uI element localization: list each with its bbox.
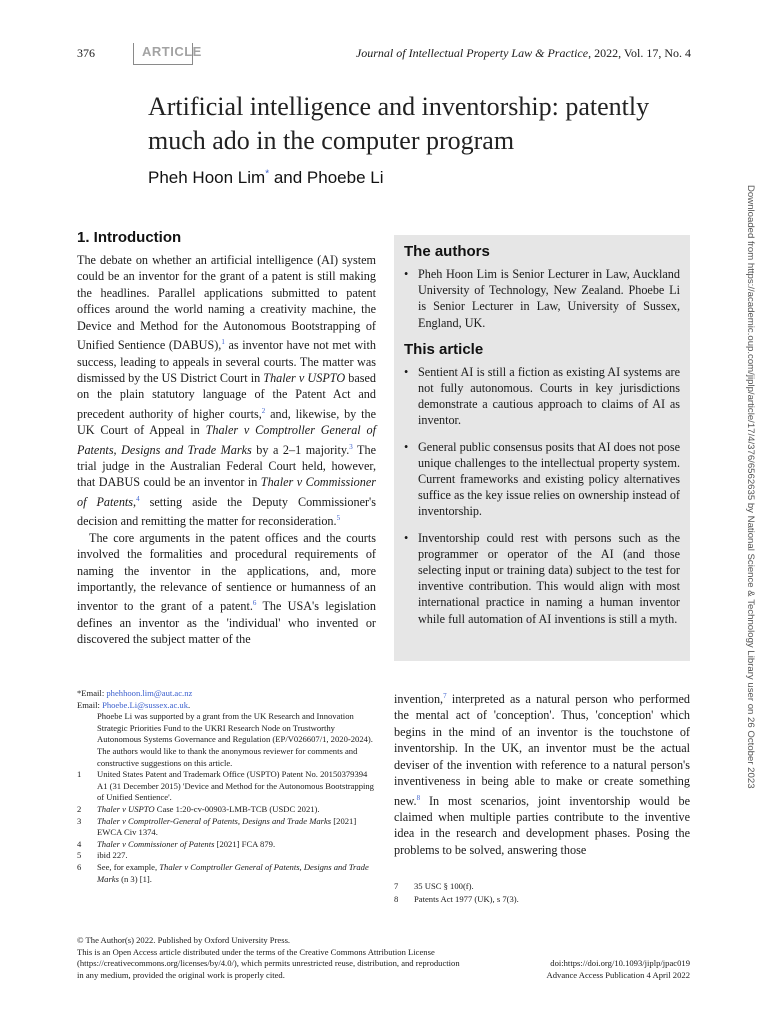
email-link[interactable]: phehhoon.lim@aut.ac.nz xyxy=(106,688,193,698)
license-link[interactable]: (https://creativecommons.org/licenses/by/4.0/) xyxy=(77,958,237,969)
footnote xyxy=(77,816,376,839)
acknowledgement-note: The authors would like to thank the anonymous reviewer for comments and constructive suggestions on this article. xyxy=(97,745,358,768)
footnote-number: 6 xyxy=(77,861,82,872)
copyright-line: © The Author(s) 2022. Published by Oxford University Press. xyxy=(77,935,291,945)
download-watermark-text: Downloaded from https://academic.oup.com/jiplp/article/17/4/376/6562635 by National Science & Technology Library user on 26 October 2023 xyxy=(745,185,756,789)
summary-box xyxy=(394,235,690,661)
footnote-number: 4 xyxy=(77,838,82,849)
box-heading-article: This article xyxy=(404,340,484,358)
text-run: In most scenarios, joint inventorship would be claimed when multiple parties contribute to the inventive idea in the research and development phases. Posing the problems to be solved, answering those xyxy=(394,793,690,857)
author-line xyxy=(148,168,383,188)
publication-date: Advance Access Publication 4 April 2022 xyxy=(546,969,690,980)
list-item: • Inventorship could rest with persons such as the programmer or operator of the AI (and those selecting input or training data) subject to the test for inventive contribution. This would align with most international practice in naming a human inventor while full automation of AI inventions is still a myth. xyxy=(404,530,680,627)
body-column-left xyxy=(77,252,376,648)
box-heading-authors: The authors xyxy=(404,243,490,260)
funding-note: Phoebe Li was supported by a grant from the UK Research and Innovation Strategic Priorities Fund to the UKRI Research Node on Trustworthy Autonomous Systems Governance and Regulation (EP/V026607/1, 2020-2024). xyxy=(97,711,373,745)
text-run: setting aside the Deputy Commissioner's decision and remitting the matter for reconsideration. xyxy=(77,494,376,529)
text-run: ibid 227. xyxy=(97,850,128,861)
footnote-number: 3 xyxy=(77,815,82,826)
text-run: The USA's legislation defines an inventor as the 'individual' who invented or discovered the subject matter of the xyxy=(77,599,376,647)
body-paragraph-continued xyxy=(394,688,690,858)
text-run: United States Patent and Trademark Office (USPTO) Patent No. 20150379394 A1 (31 December 2015) 'Device and Method for the Autonomous Bootstrapping of Unified Sentience'. xyxy=(97,769,374,803)
case-name: Thaler v Commissioner of Patents xyxy=(97,838,215,849)
page-number: 376 xyxy=(77,46,95,60)
footnote-text xyxy=(97,816,376,839)
footnote-text: Patents Act 1977 (UK), s 7(3). xyxy=(414,893,519,904)
footnote-ref[interactable]: 3 xyxy=(349,442,353,451)
footnote xyxy=(77,804,376,816)
footnote xyxy=(394,880,690,893)
email-link[interactable]: Phoebe.Li@sussex.ac.uk xyxy=(102,699,189,710)
footnote-number: 7 xyxy=(394,881,399,891)
text-run: [2021] EWCA Civ 1374. xyxy=(97,815,357,838)
text-run: based on the plain statutory language of the Patent Act and precedent authority of higher courts, xyxy=(77,370,376,421)
text-run: , which permits unrestricted reuse, distribution, and reproduction xyxy=(236,958,460,969)
case-name: Thaler v Commissioner of Patents xyxy=(77,475,376,509)
author-conjunction: and xyxy=(269,168,307,187)
email-line xyxy=(77,700,376,712)
text-run: The debate on whether an artificial intelligence (AI) system could be an inventor for the grant of a patent is still making the headlines. Parallel applications submitted to patent offices around the world naming a creativity machine, the Device and Method for the Autonomous Bootstrapping of Unified Sentience (DABUS), xyxy=(77,253,376,353)
text-run: See, for example, xyxy=(97,861,160,872)
footnote-number: 1 xyxy=(77,769,82,780)
author-name-2: Phoebe Li xyxy=(306,168,384,187)
download-watermark xyxy=(742,185,758,835)
footnote-text xyxy=(97,862,376,885)
footnote-ref[interactable]: 6 xyxy=(252,599,257,608)
license-footer xyxy=(77,935,497,981)
author-name-1: Pheh Hoon Lim xyxy=(148,168,266,187)
section-tag-label: ARTICLE xyxy=(142,44,202,59)
footnote xyxy=(77,862,376,885)
footnote xyxy=(77,850,376,862)
case-name: Thaler v Comptroller General of Patents, Designs and Trade Marks xyxy=(77,423,376,457)
case-name: Thaler v USPTO xyxy=(263,370,346,385)
case-name: Thaler v Comptroller-General of Patents, Designs and Trade Marks xyxy=(97,815,332,826)
article-points-list xyxy=(404,364,680,627)
footnote-text xyxy=(97,769,376,804)
case-name: Thaler v Comptroller General of Patents, Designs and Trade Marks xyxy=(97,861,369,884)
footnote-ref[interactable]: 2 xyxy=(261,406,266,415)
footnote xyxy=(77,839,376,851)
footnote-number: 5 xyxy=(77,850,82,861)
section-heading: 1. Introduction xyxy=(77,229,182,246)
footnotes-left xyxy=(77,688,376,885)
footnote-text xyxy=(97,804,376,816)
section-tag xyxy=(133,43,202,65)
license-line xyxy=(77,958,497,970)
text-run: invention, xyxy=(394,692,444,707)
journal-citation xyxy=(356,46,691,61)
footnote-ref[interactable]: 7 xyxy=(443,692,447,700)
text-run: interpreted as a natural person who performed the mental act of 'conception'. Thus, 'conception' which begins in the mind of an inventor is the touchstone of inventorship. In the UK, an inventor must be the actual deviser of the invention with reference to a natural person's inventiveness in being able to make or create something new. xyxy=(394,692,690,808)
email-line xyxy=(77,688,376,700)
case-name: Thaler v USPTO xyxy=(97,803,155,814)
intro-paragraph-2 xyxy=(77,530,376,648)
list-item: • General public consensus posits that AI does not pose unique challenges to the intellectual property system. Current frameworks and existing policy alternatives suffice as the key issue relies on ownership instead of inventorship. xyxy=(404,439,680,520)
intro-paragraph-1 xyxy=(77,252,376,530)
footnote xyxy=(394,893,690,906)
footnote xyxy=(77,769,376,804)
footnotes-right xyxy=(394,880,690,905)
footnote-number: 2 xyxy=(77,803,82,814)
email-label: Email: xyxy=(77,699,103,710)
article-title: Artificial intelligence and inventorship: patently much ado in the computer program xyxy=(148,92,650,155)
footnote-ref[interactable]: 1 xyxy=(221,338,225,347)
footnote-ref[interactable]: 4 xyxy=(136,494,140,503)
text-run: Case 1:20-cv-00903-LMB-TCB (USDC 2021). xyxy=(154,803,320,814)
author-footnote-mark[interactable]: * xyxy=(265,168,270,180)
journal-name: Journal of Intellectual Property Law & Practice xyxy=(355,46,589,60)
list-item: • Pheh Hoon Lim is Senior Lecturer in Law, Auckland University of Technology, New Zealand. Phoebe Li is Senior Lecturer in Law, University of Sussex, England, UK. xyxy=(404,266,680,331)
footnote-number: 8 xyxy=(394,893,399,904)
footnote-text xyxy=(97,850,376,862)
license-line: in any medium, provided the original work is properly cited. xyxy=(77,969,285,980)
email-label: *Email: xyxy=(77,688,107,698)
text-run: The trial judge in the Australian Federal Court held, however, that DABUS could be an inventor in xyxy=(77,442,376,490)
text-run: . xyxy=(188,699,191,710)
text-run: The core arguments in the patent offices and the courts involved the formalities and procedural requirements of naming the inventor in the applications, and, more importantly, the relevance of sentience or humanness of an inventor to the grant of a patent. xyxy=(77,530,376,614)
text-run: , xyxy=(133,494,137,509)
list-item: • Sentient AI is still a fiction as existing AI systems are not fully autonomous. Courts in key jurisdictions demonstrate a cautious approach to claims of AI as inventor. xyxy=(404,364,680,429)
doi-text[interactable]: doi:https://doi.org/10.1093/jiplp/jpac019 xyxy=(550,958,690,968)
license-line: This is an Open Access article distributed under the terms of the Creative Commons Attribution License xyxy=(77,946,435,957)
text-run: by a 2–1 majority. xyxy=(251,442,350,457)
body-column-right xyxy=(394,688,690,858)
text-run: and, likewise, by the UK Court of Appeal in xyxy=(77,406,376,438)
footnote-ref[interactable]: 5 xyxy=(336,514,341,523)
footnote-text xyxy=(97,839,376,851)
authors-list xyxy=(404,266,680,331)
footnote-text: 35 USC § 100(f). xyxy=(414,881,474,891)
journal-details: , 2022, Vol. 17, No. 4 xyxy=(588,46,691,60)
text-run: (n 3) [1]. xyxy=(118,873,152,884)
text-run: [2021] FCA 879. xyxy=(214,838,276,849)
text-run: as inventor have not met with success, leading to appeals in several courts. The matter was dismissed by the US District Court in xyxy=(77,338,376,385)
publication-info xyxy=(547,958,690,981)
footnote-ref[interactable]: 8 xyxy=(416,793,421,802)
